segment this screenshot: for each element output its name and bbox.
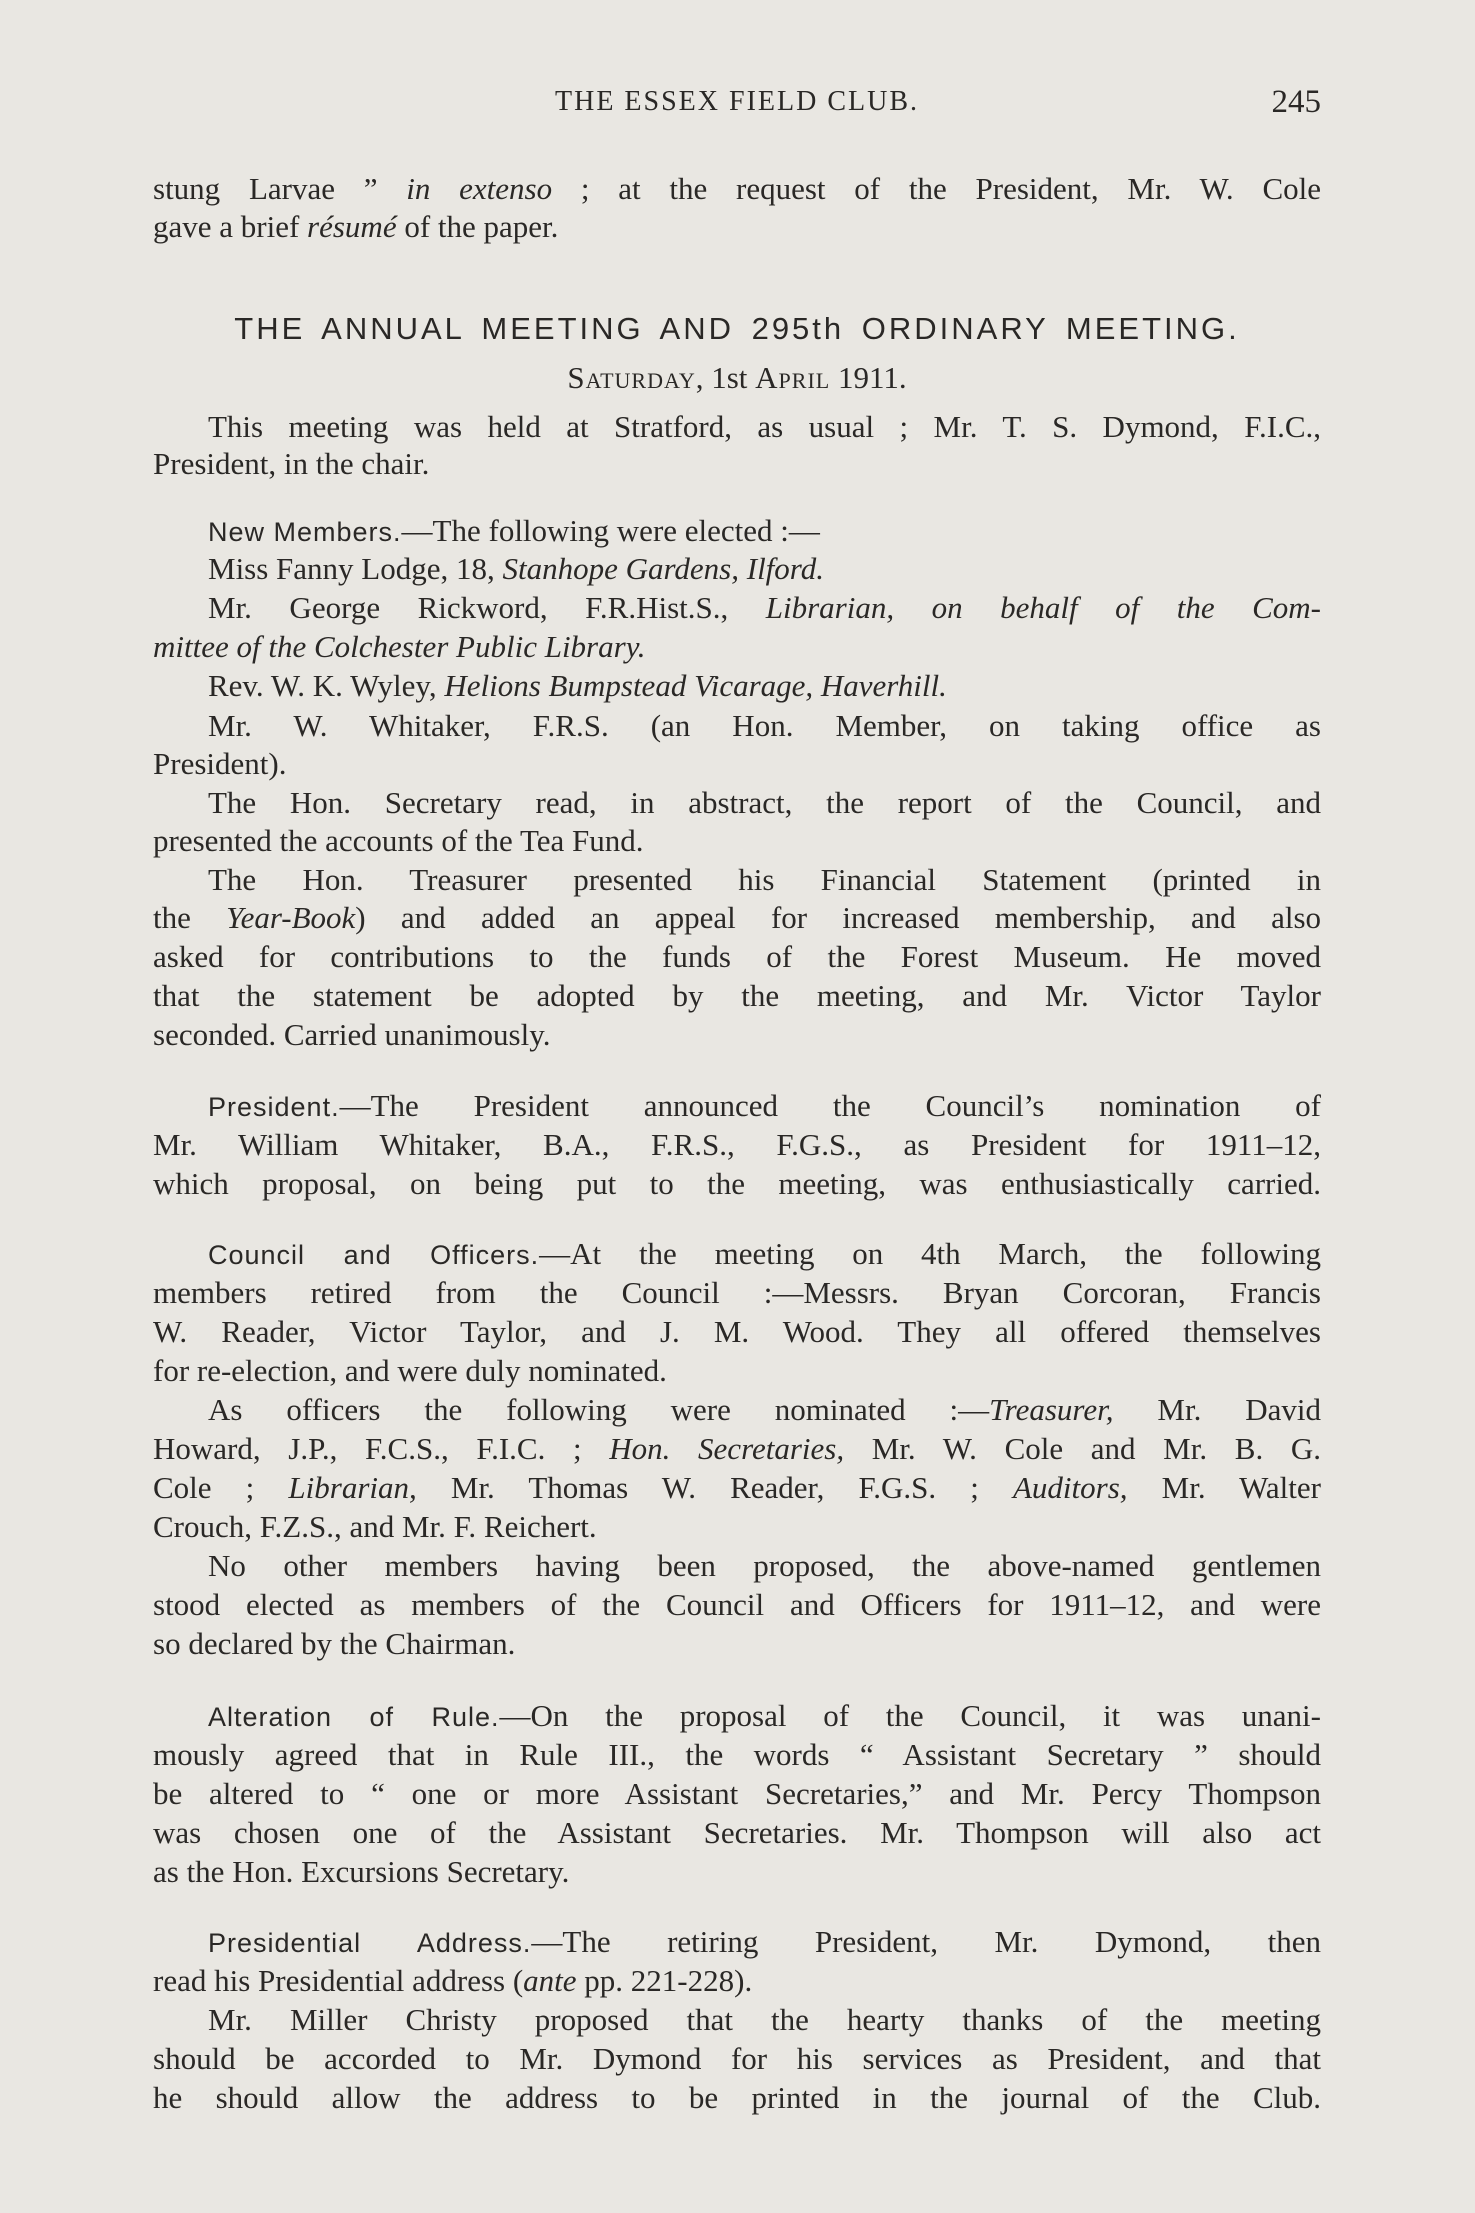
text-line: was chosen one of the Assistant Secretaries. Mr. Thompson will also act [153,1815,1321,1850]
text-line [153,898,1321,938]
section-heading: Alteration of Rule. [208,1702,500,1732]
text-span: Cole ; [153,1470,289,1505]
running-head [153,80,1321,124]
italic-span: mittee of the Colchester Public Library. [153,629,646,664]
text-line [153,169,1321,209]
section-heading: Council and Officers. [208,1240,540,1270]
meeting-title: THE ANNUAL MEETING AND 295th ORDINARY MEETING. [234,311,1240,346]
text-line: so declared by the Chairman. [153,1626,516,1661]
italic-span: Librarian, on behalf of the Com- [765,590,1321,625]
text-span: —At the meeting on 4th March, the following [539,1236,1321,1271]
italic-span: Treasurer, [989,1392,1114,1427]
text-line [153,1390,1321,1430]
italic-span: résumé [307,209,397,244]
text-span: gave a brief [153,209,308,244]
text-line: This meeting was held at Stratford, as usual ; Mr. T. S. Dymond, F.I.C., [208,409,1321,444]
text-span: pp. 221-228). [576,1963,753,1998]
italic-span: Helions Bumpstead Vicarage, Haverhill. [444,668,947,703]
member-entry [153,588,1321,628]
section-heading: New Members. [208,517,402,547]
text-span: Mr. Walter [1127,1470,1321,1505]
text-line [153,1696,1321,1736]
text-span: —The President announced the Council’s nomination of [339,1088,1321,1123]
text-span: stung Larvae ” [153,171,407,206]
date-day: Saturday [567,360,696,395]
member-entry-cont: President). [153,746,287,781]
italic-span: Hon. Secretaries, [609,1431,845,1466]
text-span: Mr. W. Cole and Mr. B. G. [844,1431,1321,1466]
text-line: which proposal, on being put to the meeting, was enthusiastically carried. [153,1166,1321,1201]
text-span: ; at the request of the President, Mr. W. Cole [552,171,1321,206]
meeting-date [153,358,1321,398]
text-span: the [153,900,227,935]
text-span: Rev. W. K. Wyley, [208,668,445,703]
italic-span: Stanhope Gardens, Ilford. [502,551,824,586]
text-span: 1911. [830,360,907,395]
text-line: President, in the chair. [153,446,430,481]
text-line [153,1961,1321,2001]
text-line: seconded. Carried unanimously. [153,1017,551,1052]
member-entry [153,666,1321,706]
section-heading: Presidential Address. [208,1928,532,1958]
text-line [153,1234,1321,1274]
text-line: Mr. Miller Christy proposed that the hearty thanks of the meeting [208,2002,1321,2037]
text-line: mously agreed that in Rule III., the words “ Assistant Secretary ” should [153,1737,1321,1772]
text-line [153,207,1321,247]
text-line: presented the accounts of the Tea Fund. [153,823,644,858]
text-span: of the paper. [396,209,559,244]
text-span: —On the proposal of the Council, it was unani- [499,1698,1321,1733]
text-line: as the Hon. Excursions Secretary. [153,1854,570,1889]
text-line [153,1086,1321,1126]
text-line: asked for contributions to the funds of the Forest Museum. He moved [153,939,1321,974]
text-line: be altered to “ one or more Assistant Secretaries,” and Mr. Percy Thompson [153,1776,1321,1811]
text-line: The Hon. Treasurer presented his Financial Statement (printed in [208,862,1321,897]
date-month: April [755,360,831,395]
text-span: As officers the following were nominated :— [208,1392,990,1427]
text-span: ) and added an appeal for increased membership, and also [355,900,1322,935]
text-span: Miss Fanny Lodge, 18, [208,551,503,586]
text-span: —The following were elected :— [401,513,820,548]
new-members-line [153,511,1321,551]
italic-span: ante [523,1963,577,1998]
italic-span: Year-Book [226,900,356,935]
italic-span: Librarian, [288,1470,417,1505]
italic-span: Auditors, [1012,1470,1128,1505]
text-span: Mr. George Rickword, F.R.Hist.S., [208,590,766,625]
member-entry [153,549,1321,589]
text-span: Mr. David [1113,1392,1321,1427]
running-title: THE ESSEX FIELD CLUB. [555,86,919,117]
text-span: Howard, J.P., F.C.S., F.I.C. ; [153,1431,610,1466]
text-line [153,1429,1321,1469]
text-line: members retired from the Council :—Messrs. Bryan Corcoran, Francis [153,1275,1321,1310]
text-line: Mr. William Whitaker, B.A., F.R.S., F.G.S., as President for 1911–12, [153,1127,1321,1162]
text-span: —The retiring President, Mr. Dymond, then [531,1924,1321,1959]
text-span: read his Presidential address ( [153,1963,524,1998]
text-line: should be accorded to Mr. Dymond for his services as President, and that [153,2041,1321,2076]
text-line: Crouch, F.Z.S., and Mr. F. Reichert. [153,1509,597,1544]
text-line: The Hon. Secretary read, in abstract, the report of the Council, and [208,785,1321,820]
text-line: that the statement be adopted by the meeting, and Mr. Victor Taylor [153,978,1321,1013]
text-line [153,1922,1321,1962]
text-line: W. Reader, Victor Taylor, and J. M. Wood. They all offered themselves [153,1314,1321,1349]
italic-span: in extenso [406,171,553,206]
text-span: Mr. Thomas W. Reader, F.G.S. ; [416,1470,1013,1505]
text-span: , 1st [695,360,756,395]
text-line: for re-election, and were duly nominated. [153,1353,667,1388]
member-entry-cont [153,627,1321,667]
text-line: he should allow the address to be printed in the journal of the Club. [153,2080,1321,2115]
text-line: stood elected as members of the Council and Officers for 1911–12, and were [153,1587,1321,1622]
text-line: No other members having been proposed, the above-named gentlemen [208,1548,1321,1583]
page-number: 245 [1271,84,1321,120]
member-entry: Mr. W. Whitaker, F.R.S. (an Hon. Member, on taking office as [208,708,1321,743]
section-heading: President. [208,1092,340,1122]
text-line [153,1468,1321,1508]
